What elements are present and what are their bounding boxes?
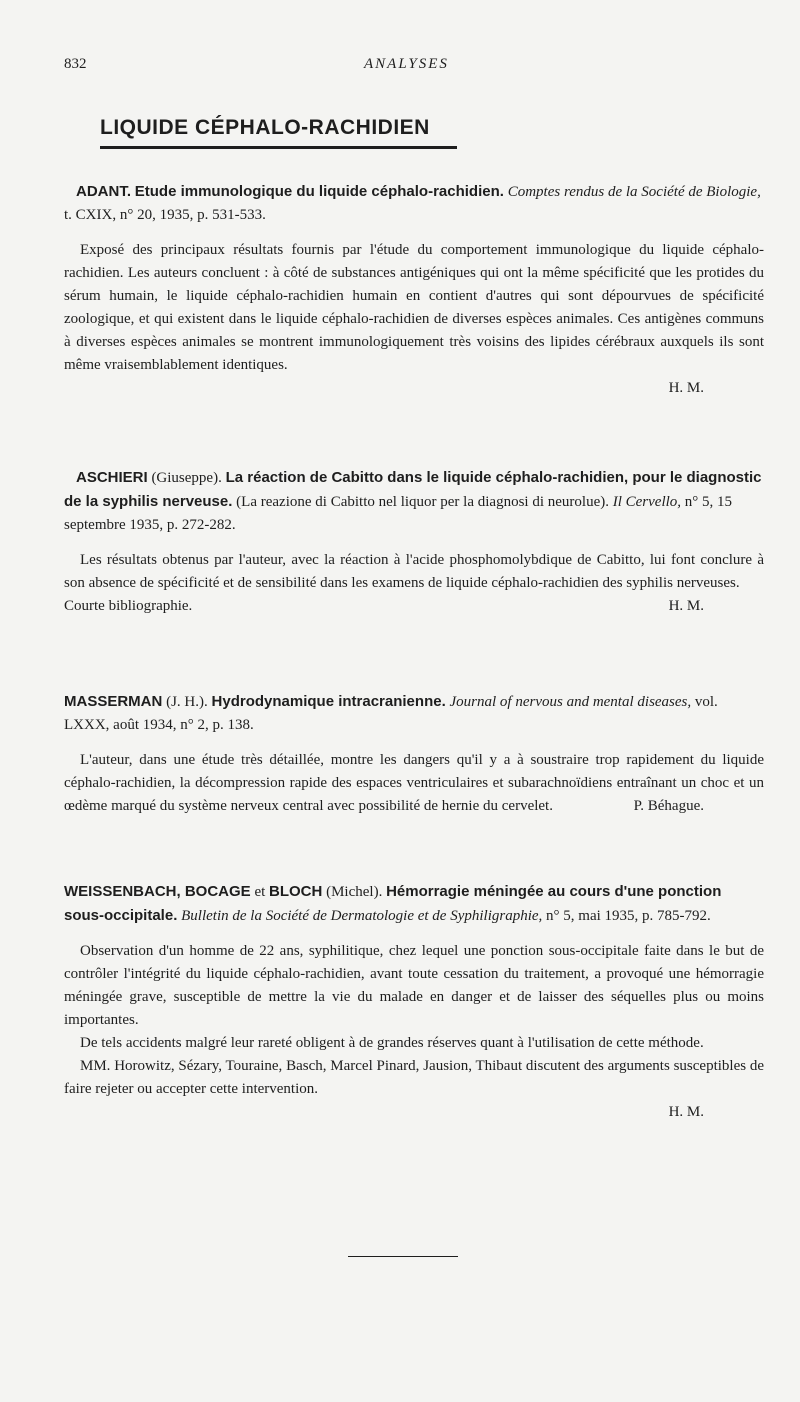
section-title: LIQUIDE CÉPHALO-RACHIDIEN (100, 116, 430, 139)
entry-title: Hémorragie méningée au cours d'une ponction sous-occipitale. (64, 883, 722, 924)
entry-paragraph: Observation d'un homme de 22 ans, syphilitique, chez lequel une ponction sous-occipitale faite dans le but de contrôler l'intégrité du liquide céphalo-rachidien, avant toute cessation du traitement, a provoqué une hémorragie méningée grave, susceptible de mettre la vie du malade en danger et de laisser des séquelles plus ou moins importantes. (64, 943, 764, 1028)
entry-source-details: n° 5, mai 1935, p. 785-792. (546, 908, 711, 924)
entry-reference (64, 466, 764, 537)
entry-paragraph: MM. Horowitz, Sézary, Touraine, Basch, Marcel Pinard, Jausion, Thibaut discutent des arguments susceptibles de faire rejeter ou accepter cette intervention. (64, 1058, 764, 1097)
page-number: 832 (64, 56, 87, 72)
entry-author-conjunction: et (254, 884, 266, 900)
entry-author-2: BLOCH (269, 883, 323, 900)
entry-aschieri (64, 466, 764, 618)
entry-signature: H. M. (668, 598, 704, 614)
entry-source-journal: Il Cervello, (612, 494, 682, 510)
entry-author-initials: (J. H.). (166, 694, 208, 710)
entry-body (64, 940, 764, 1101)
entry-source-details: t. CXIX, n° 20, 1935, p. 531-533. (64, 207, 266, 223)
entry-signature: H. M. (668, 1104, 704, 1120)
entry-source-details: vol. LXXX, août 1934, n° 2, p. 138. (64, 694, 718, 733)
entry-author: WEISSENBACH, BOCAGE (64, 883, 251, 900)
running-title: ANALYSES (364, 56, 449, 72)
entry-source-journal: Journal of nervous and mental diseases, (449, 694, 692, 710)
entry-author: ASCHIERI (76, 469, 148, 486)
entry-paragraph: Les résultats obtenus par l'auteur, avec la réaction à l'acide phosphomolybdique de Cabitto, lui font conclure à son absence de spécificité et de sensibilité dans les examens de liquide céphalo-rachidien des syphilis nerveuses. (64, 552, 764, 591)
entry-source-journal: Comptes rendus de la Société de Biologie, (507, 184, 761, 200)
entry-body (64, 239, 764, 377)
entry-paragraph: De tels accidents malgré leur rareté obligent à de grandes réserves quant à l'utilisation de cette méthode. (80, 1035, 704, 1051)
entry-source-journal: Bulletin de la Société de Dermatologie et de Syphiligraphie, (181, 908, 543, 924)
entry-paragraph: L'auteur, dans une étude très détaillée, montre les dangers qu'il y a à soustraire trop rapidement du liquide céphalo-rachidien, la décompression rapide des espaces ventriculaires et subarachnoïdiens entraînant un choc et un œdème marqué du système nerveux central avec possibilité de hernie du cervelet. (64, 752, 764, 814)
entry-body (64, 549, 764, 618)
running-head (64, 56, 754, 80)
entry-reference (64, 690, 764, 737)
entry-signature: P. Béhague. (633, 798, 704, 814)
entry-title: Hydrodynamique intracranienne. (211, 693, 446, 710)
entry-signature: H. M. (668, 380, 704, 396)
section-rule (100, 146, 457, 149)
end-rule (348, 1256, 458, 1257)
entry-author: ADANT. (76, 183, 131, 200)
entry-adant (64, 180, 764, 400)
entry-reference (64, 180, 764, 227)
entry-masserman (64, 690, 764, 818)
entry-weissenbach (64, 880, 764, 1124)
entry-author-firstname: (Michel). (326, 884, 383, 900)
entry-source-details: n° 5, 15 septembre 1935, p. 272-282. (64, 494, 733, 533)
entry-title: Etude immunologique du liquide céphalo-rachidien. (134, 183, 504, 200)
entry-title: La réaction de Cabitto dans le liquide céphalo-rachidien, pour le diagnostic de la syphilis nerveuse. (64, 469, 762, 510)
entry-reference (64, 880, 764, 928)
entry-closing-line (64, 595, 764, 618)
entry-bibliography-note: Courte bibliographie. (64, 598, 193, 614)
entry-author: MASSERMAN (64, 693, 163, 710)
entry-paragraph: Exposé des principaux résultats fournis par l'étude du comportement immunologique du liquide céphalo-rachidien. Les auteurs concluent : à côté de substances antigéniques qui ont la même spécificité que les protides du sérum humain, le liquide céphalo-rachidien humain en contient d'autres qui sont dépourvues de spécificité zoologique, et qui existent dans le liquide céphalo-rachidien de diverses espèces animales. Ces antigènes communs à diverses espèces animales se montrent immunologiquement très voisins des lipides cérébraux auxquels ils sont même vraisemblablement identiques. (64, 242, 764, 373)
entry-author-firstname: (Giuseppe). (151, 470, 222, 486)
entry-source-original-title: (La reazione di Cabitto nel liquor per la diagnosi di neurolue). (236, 494, 609, 510)
